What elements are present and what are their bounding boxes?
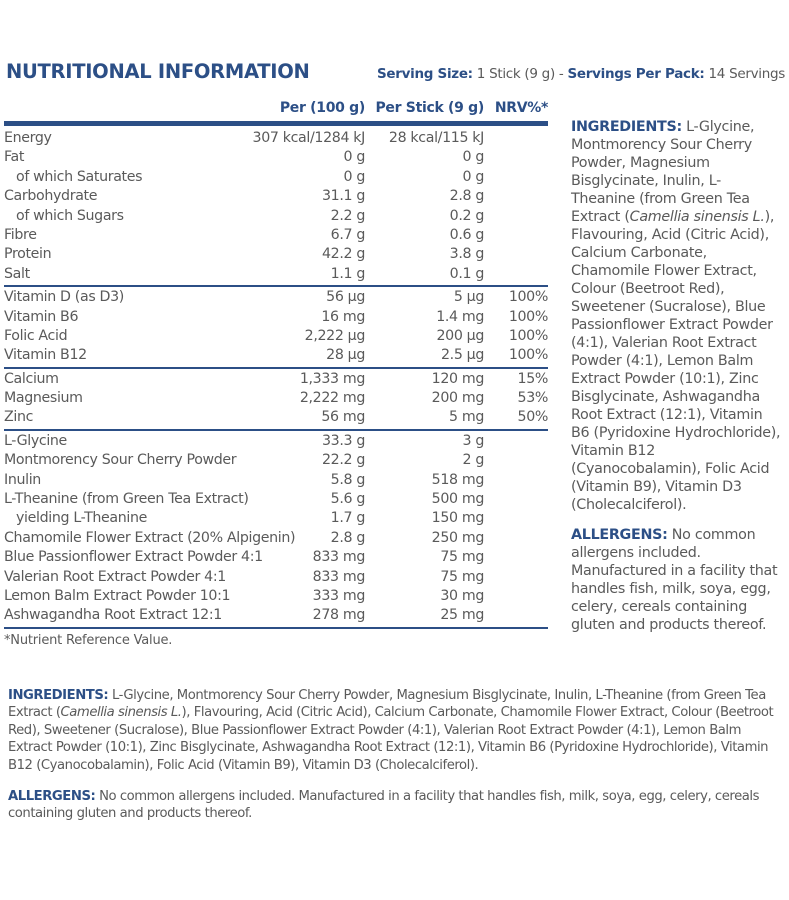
value-per-100g: 6.7 g [330, 226, 365, 243]
value-per-stick: 200 mg [431, 390, 484, 407]
nutrient-name: Chamomile Flower Extract (20% Alpigenin) [4, 529, 296, 546]
serving-separator: - [558, 66, 564, 82]
table-group [4, 369, 548, 431]
table-row [4, 509, 548, 528]
nutrient-name: Valerian Root Extract Powder 4:1 [4, 568, 226, 585]
value-per-stick: 0.2 g [449, 207, 484, 224]
side-ingredients [571, 118, 783, 514]
value-nrv: 100% [508, 308, 548, 325]
table-row [4, 327, 548, 346]
value-per-100g: 1.1 g [330, 265, 365, 282]
value-per-100g: 56 µg [326, 289, 365, 306]
value-per-stick: 0.1 g [449, 265, 484, 282]
value-per-stick: 0 g [462, 149, 484, 166]
nutrient-name: Blue Passionflower Extract Powder 4:1 [4, 549, 263, 566]
nutrient-name: Calcium [4, 370, 59, 387]
value-per-stick: 2 g [462, 452, 484, 469]
nutrient-name: Carbohydrate [4, 188, 98, 205]
table-row [4, 129, 548, 148]
value-per-stick: 0.6 g [449, 226, 484, 243]
value-per-100g: 56 mg [321, 409, 365, 426]
value-per-100g: 22.2 g [321, 452, 365, 469]
value-per-100g: 2,222 mg [299, 390, 365, 407]
table-row [4, 451, 548, 470]
nutrient-name: Protein [4, 246, 52, 263]
value-per-100g: 28 µg [326, 347, 365, 364]
page-title: NUTRITIONAL INFORMATION [6, 60, 310, 83]
value-per-stick: 250 mg [431, 529, 484, 546]
value-per-stick: 0 g [462, 168, 484, 185]
value-per-100g: 2,222 µg [304, 327, 365, 344]
value-per-100g: 1,333 mg [299, 370, 365, 387]
table-body [4, 126, 548, 629]
side-allergens-label: ALLERGENS: [571, 527, 668, 543]
value-per-stick: 2.8 g [449, 188, 484, 205]
nutrient-name: Folic Acid [4, 327, 68, 344]
nutrient-name: Fat [4, 149, 25, 166]
side-allergens-text: No common allergens included. Manufactured in a facility that handles fish, milk, soya, egg, celery, cereals containing gluten and products thereof. [571, 527, 778, 633]
value-per-stick: 75 mg [440, 568, 484, 585]
value-per-stick: 200 µg [436, 327, 484, 344]
table-group [4, 126, 548, 287]
table-row [4, 226, 548, 245]
table-row [4, 432, 548, 451]
nutrient-name: Ashwagandha Root Extract 12:1 [4, 607, 222, 624]
value-per-stick: 500 mg [431, 491, 484, 508]
value-per-100g: 2.2 g [330, 207, 365, 224]
table-header [4, 99, 548, 126]
nutrient-name: Montmorency Sour Cherry Powder [4, 452, 237, 469]
column-header-per-stick: Per Stick (9 g) [375, 100, 484, 116]
serving-size-value: 1 Stick (9 g) [476, 66, 555, 82]
nutrient-name: of which Sugars [16, 207, 124, 224]
value-per-stick: 2.5 µg [440, 347, 484, 364]
nutrient-name: Vitamin B12 [4, 347, 87, 364]
value-per-100g: 5.6 g [330, 491, 365, 508]
bottom-section [8, 687, 783, 837]
table-row [4, 168, 548, 187]
value-per-100g: 0 g [343, 168, 365, 185]
value-per-100g: 278 mg [312, 607, 365, 624]
value-per-stick: 518 mg [431, 471, 484, 488]
value-per-100g: 16 mg [321, 308, 365, 325]
value-nrv: 15% [517, 370, 548, 387]
nutrient-name: Inulin [4, 471, 41, 488]
nutrient-name: Vitamin D (as D3) [4, 289, 124, 306]
table-row [4, 148, 548, 167]
nutrition-table [4, 99, 548, 648]
nutrient-name: L-Glycine [4, 432, 67, 449]
table-row [4, 548, 548, 567]
value-per-stick: 5 mg [449, 409, 484, 426]
value-per-100g: 333 mg [312, 587, 365, 604]
bottom-ingredients-text-1: L-Glycine, Montmorency Sour Cherry Powder, Magnesium Bisglycinate, Inulin, L-Theanine (from Green Tea Extract ( [8, 688, 766, 721]
side-ingredients-text-1: L-Glycine, Montmorency Sour Cherry Powder, Magnesium Bisglycinate, Inulin, L-Theanine (from Green Tea Extract ( [571, 119, 755, 225]
value-nrv: 100% [508, 327, 548, 344]
value-per-stick: 5 µg [453, 289, 484, 306]
table-row [4, 490, 548, 509]
value-per-stick: 1.4 mg [436, 308, 484, 325]
table-row [4, 370, 548, 389]
side-ingredients-label: INGREDIENTS: [571, 119, 682, 135]
table-row [4, 346, 548, 365]
column-header-nrv: NRV%* [494, 100, 548, 116]
side-allergens [571, 526, 783, 634]
serving-size-label: Serving Size: [376, 66, 473, 82]
nutrient-name: L-Theanine (from Green Tea Extract) [4, 491, 249, 508]
value-per-stick: 25 mg [440, 607, 484, 624]
value-nrv: 100% [508, 289, 548, 306]
table-group [4, 287, 548, 369]
column-header-per-100g: Per (100 g) [279, 100, 365, 116]
table-group [4, 431, 548, 629]
nutrient-name: of which Saturates [16, 168, 143, 185]
table-row [4, 529, 548, 548]
table-row [4, 265, 548, 284]
nutrient-name: Magnesium [4, 390, 83, 407]
nutrient-name: Energy [4, 130, 52, 146]
table-row [4, 408, 548, 427]
value-per-100g: 5.8 g [330, 471, 365, 488]
table-footnote: *Nutrient Reference Value. [4, 632, 173, 648]
serving-info [377, 66, 785, 82]
bottom-allergens-text: No common allergens included. Manufactured in a facility that handles fish, milk, soya, egg, celery, cereals containing gluten and products thereof. [8, 789, 760, 822]
bottom-ingredients-text-2: ), Flavouring, Acid (Citric Acid), Calcium Carbonate, Chamomile Flower Extract, Colour (Beetroot Red), Sweetener (Sucralose), Blue Passionflower Extract Powder (4:1), Valerian Root Extract Powder (4:1), Lemon Balm Extract Powder (10:1), Zinc Bisglycinate, Ashwagandha Root Extract (12:1), Vitamin B6 (Pyridoxine Hydrochloride), Vitamin B12 (Cyanocobalamin), Folic Acid (Vitamin B9), Vitamin D3 (Cholecalciferol). [8, 705, 774, 773]
value-per-100g: 33.3 g [321, 432, 365, 449]
value-per-100g: 833 mg [312, 568, 365, 585]
table-row [4, 207, 548, 226]
value-nrv: 50% [517, 409, 548, 426]
bottom-ingredients-label: INGREDIENTS: [8, 688, 109, 703]
value-per-100g: 42.2 g [321, 246, 365, 263]
value-per-100g: 2.8 g [330, 529, 365, 546]
value-per-stick: 28 kcal/115 kJ [388, 130, 484, 146]
servings-per-pack-label: Servings Per Pack: [567, 66, 705, 82]
value-per-100g: 0 g [343, 149, 365, 166]
value-per-100g: 833 mg [312, 549, 365, 566]
value-per-stick: 120 mg [431, 370, 484, 387]
value-per-stick: 150 mg [431, 510, 484, 527]
side-panel [571, 118, 783, 646]
bottom-ingredients-latin: Camellia sinensis L. [60, 705, 182, 721]
bottom-ingredients [8, 687, 783, 774]
table-row [4, 245, 548, 264]
value-per-stick: 30 mg [440, 587, 484, 604]
value-nrv: 100% [508, 347, 548, 364]
value-nrv: 53% [517, 390, 548, 407]
table-row [4, 606, 548, 625]
bottom-allergens [8, 788, 783, 823]
table-row [4, 587, 548, 606]
table-row [4, 288, 548, 307]
table-row [4, 389, 548, 408]
value-per-100g: 31.1 g [321, 188, 365, 205]
nutrient-name: Vitamin B6 [4, 308, 79, 325]
side-ingredients-latin: Camellia sinensis L. [629, 209, 765, 225]
nutrient-name: Lemon Balm Extract Powder 10:1 [4, 587, 231, 604]
value-per-100g: 307 kcal/1284 kJ [252, 130, 365, 146]
table-row [4, 471, 548, 490]
table-row [4, 308, 548, 327]
value-per-stick: 3 g [462, 432, 484, 449]
value-per-stick: 3.8 g [449, 246, 484, 263]
side-ingredients-text-2: ), Flavouring, Acid (Citric Acid), Calcium Carbonate, Chamomile Flower Extract, Colour (Beetroot Red), Sweetener (Sucralose), Blue Passionflower Extract Powder (4:1), Valerian Root Extract Powder (4:1), Lemon Balm Extract Powder (10:1), Zinc Bisglycinate, Ashwagandha Root Extract (12:1), Vitamin B6 (Pyridoxine Hydrochloride), Vitamin B12 (Cyanocobalamin), Folic Acid (Vitamin B9), Vitamin D3 (Cholecalciferol). [571, 209, 781, 513]
value-per-stick: 75 mg [440, 549, 484, 566]
servings-per-pack-value: 14 Servings [708, 66, 785, 82]
bottom-allergens-label: ALLERGENS: [8, 789, 96, 805]
value-per-100g: 1.7 g [330, 510, 365, 527]
table-row [4, 187, 548, 206]
nutrient-name: yielding L-Theanine [16, 510, 148, 527]
nutrient-name: Fibre [4, 226, 37, 243]
nutrient-name: Zinc [4, 409, 34, 426]
table-row [4, 568, 548, 587]
nutrient-name: Salt [4, 265, 30, 282]
